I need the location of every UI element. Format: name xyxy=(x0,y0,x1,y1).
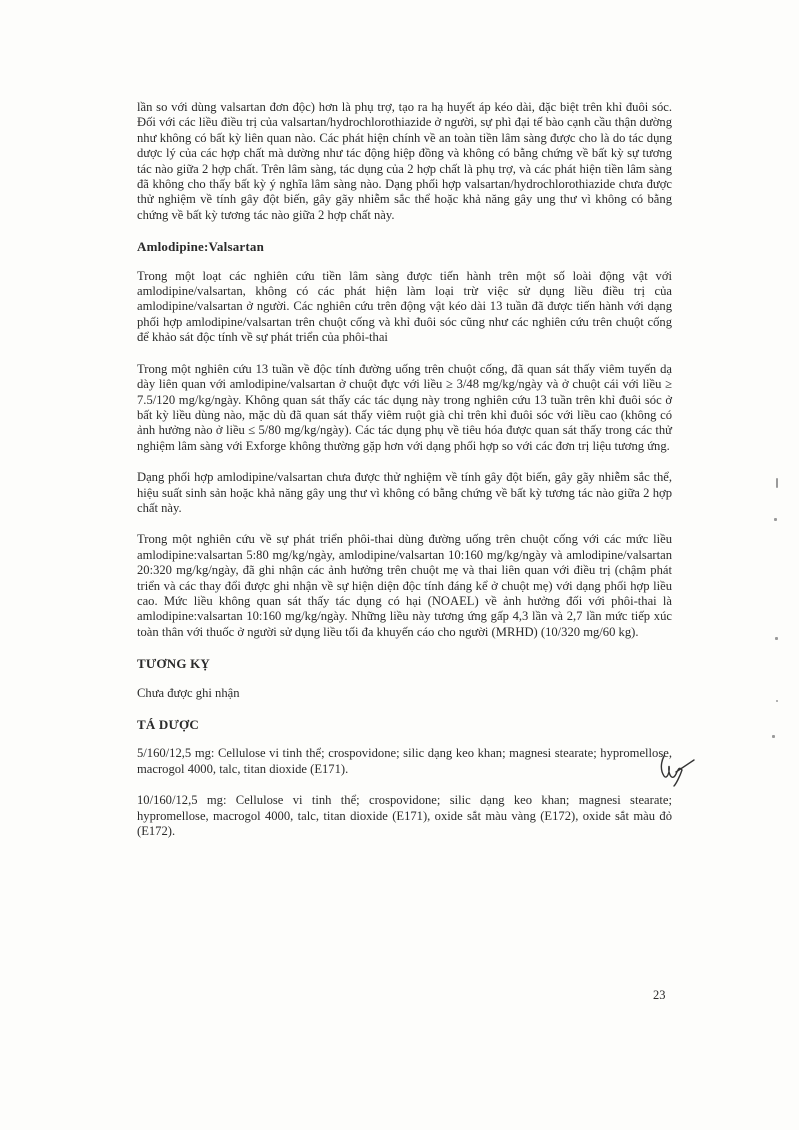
paragraph-tuong-ky: Chưa được ghi nhận xyxy=(137,685,240,700)
paragraph-valsartan-hctz: lần so với dùng valsartan đơn độc) hơn là phụ trợ, tạo ra hạ huyết áp kéo dài, đặc biệt trên khỉ đuôi sóc. Đối với các liều điều trị của valsartan/hydrochlorothiazide ở người, sự phì đại tế bào cạnh cầu thận dường như không có bất kỳ liên quan nào. Các phát hiện chính về an toàn tiền lâm sàng được cho là do tác dụng dược lý của các hợp chất mà dường như tác động hiệp đồng và không có bằng chứng về bất kỳ sự tương tác nào giữa 2 hợp chất. Trên lâm sàng, tác dụng của 2 hợp chất là phụ trợ, và các phát hiện tiền lâm sàng đã không cho thấy bất kỳ ý nghĩa lâm sàng nào. Dạng phối hợp valsartan/hydrochlorothiazide chưa được thử nghiệm về tính gây đột biến, gây gãy nhiễm sắc thể hoặc khả năng gây ung thư vì không có bằng chứng về bất kỳ tương tác nào giữa 2 hợp chất này. xyxy=(137,100,672,222)
scan-mark xyxy=(776,700,778,702)
scan-mark xyxy=(774,518,777,521)
heading-ta-duoc: TÁ DƯỢC xyxy=(137,717,199,732)
scan-mark xyxy=(772,735,775,738)
scan-mark xyxy=(776,478,778,488)
paragraph-amlo-4: Trong một nghiên cứu về sự phát triển phôi-thai dùng đường uống trên chuột cống với các mức liều amlodipine:valsartan 5:80 mg/kg/ngày, amlodipine/valsartan 10:160 mg/kg/ngày và amlodipine/valsartan 20:320 mg/kg/ngày, đã ghi nhận các ảnh hưởng trên chuột mẹ và thai liên quan với điều trị (chậm phát triển và các thay đổi được ghi nhận về sự hiện diện độc tính đáng kể ở chuột mẹ) với dạng phối hợp liều cao. Mức liều không quan sát thấy tác dụng có hại (NOAEL) về ảnh hưởng đối với phôi-thai là amlodipine:valsartan 10:160 mg/kg/ngày. Những liều này tương ứng gấp 4,3 lần và 2,7 lần mức tiếp xúc toàn thân với thuốc ở người sử dụng liều tối đa khuyến cáo cho người (MRHD) (10/320 mg/60 kg). xyxy=(137,532,672,639)
paragraph-ta-duoc-2: 10/160/12,5 mg: Cellulose vi tinh thể; crospovidone; silic dạng keo khan; magnesi stearate; hypromellose, macrogol 4000, talc, titan dioxide (E171), oxide sắt màu vàng (E172), oxide sắt màu đỏ (E172). xyxy=(137,793,672,839)
paragraph-amlo-1: Trong một loạt các nghiên cứu tiền lâm sàng được tiến hành trên một số loài động vật với amlodipine/valsartan, không có các phát hiện làm loại trừ việc sử dụng liều điều trị của amlodipine/valsartan ở người. Các nghiên cứu trên động vật kéo dài 13 tuần đã được tiến hành với dạng phối hợp amlodipine/valsartan trên chuột cống và khỉ đuôi sóc cũng như các nghiên cứu trên chuột cống để khảo sát độc tính về sự phát triển của phôi-thai xyxy=(137,268,672,345)
paragraph-amlo-3: Dạng phối hợp amlodipine/valsartan chưa được thử nghiệm về tính gây đột biến, gây gãy nhiễm sắc thể, hiệu suất sinh sản hoặc khả năng gây ung thư vì không có bằng chứng về bất kỳ tương tác nào giữa 2 hợp chất này. xyxy=(137,470,672,515)
handwritten-signature-icon xyxy=(652,752,698,793)
heading-amlodipine-valsartan: Amlodipine:Valsartan xyxy=(137,239,265,255)
document-body xyxy=(137,100,672,839)
heading-tuong-ky: TƯƠNG KỴ xyxy=(137,656,210,672)
scan-mark xyxy=(775,637,778,640)
paragraph-ta-duoc-1: 5/160/12,5 mg: Cellulose vi tinh thể; crospovidone; silic dạng keo khan; magnesi stearate; hypromellose, macrogol 4000, talc, titan dioxide (E171). xyxy=(137,746,672,776)
page-number: 23 xyxy=(653,988,666,1002)
paragraph-amlo-2: Trong một nghiên cứu 13 tuần về độc tính đường uống trên chuột cống, đã quan sát thấy viêm tuyến dạ dày liên quan với amlodipine/valsartan ở chuột đực với liều ≥ 3/48 mg/kg/ngày và ở chuột cái với liều ≥ 7.5/120 mg/kg/ngày. Không quan sát thấy các tác dụng này trong nghiên cứu 13 tuần trên khỉ đuôi sóc ở bất kỳ liều dùng nào, mặc dù đã quan sát thấy viêm ruột già chỉ trên khỉ đuôi sóc với liều cao (không có ảnh hưởng nào ở liều ≤ 5/80 mg/kg/ngày). Các tác dụng phụ về tiêu hóa được quan sát thấy trong các thử nghiệm lâm sàng với Exforge không thường gặp hơn với dạng phối hợp so với các đơn trị liệu tương ứng. xyxy=(137,361,672,453)
